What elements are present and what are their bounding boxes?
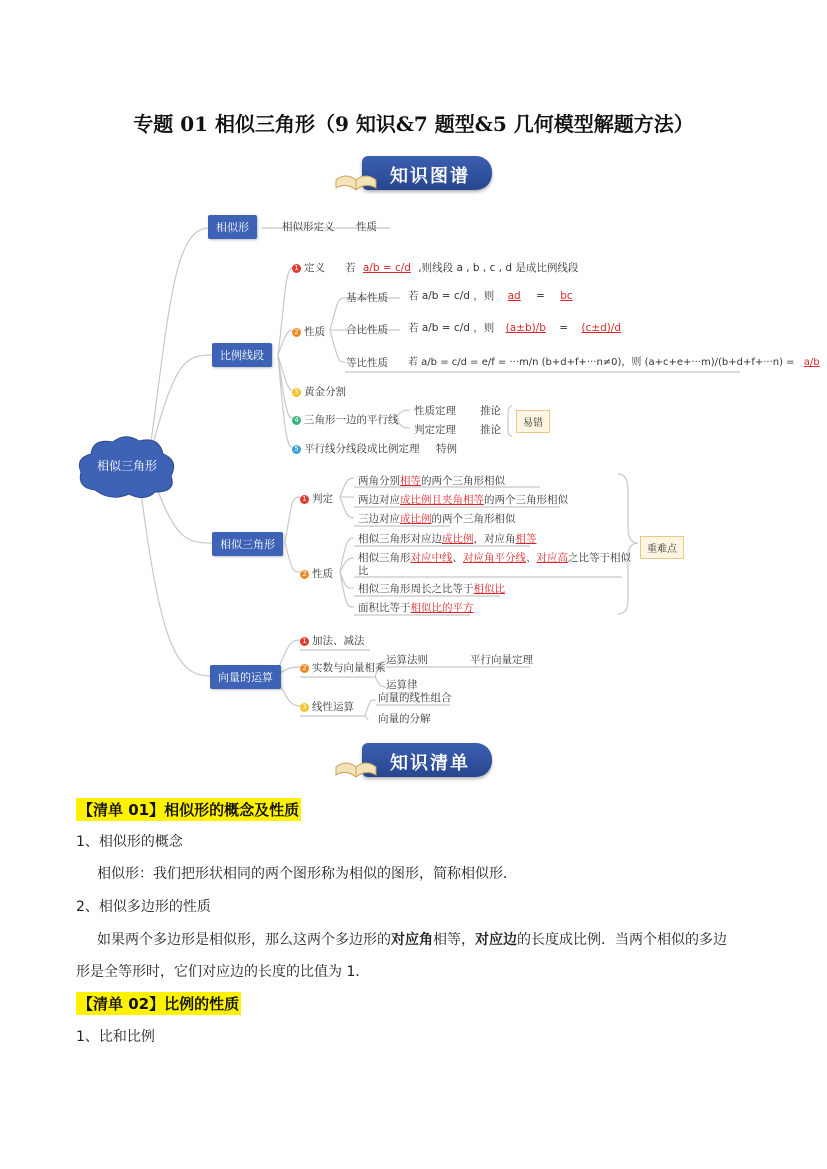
leaf-equal-ratio-prop: 等比性质: [346, 357, 388, 369]
leaf-parallel-division: 5 平行线分线段成比例定理: [292, 441, 420, 456]
root-label: 相似三角形: [96, 459, 157, 473]
book-icon: [334, 753, 378, 779]
node-similar-shape: 相似形: [208, 215, 257, 239]
equal-ratio-formula: 若 a/b = c/d = e/f = ···m/n (b+d+f+···n≠0)，则 (a+c+e+···m)/(b+d+f+···n) = a/b: [408, 357, 820, 368]
definition-formula: 若 a/b = c/d ,则线段 a , b , c , d 是成比例线段: [345, 262, 579, 274]
leaf-linear-operation: 3 线性运算: [300, 699, 354, 714]
node-proportional-segments: 比例线段: [212, 343, 272, 367]
leaf-similar-def: 相似形定义: [282, 221, 335, 233]
tri-prop-4: 面积比等于相似比的平方: [358, 602, 474, 614]
node-similar-triangles: 相似三角形: [212, 532, 283, 556]
leaf-definition: 1 定义: [292, 260, 325, 275]
leaf-similar-prop: 性质: [356, 221, 377, 233]
list-01-para-1: 相似形：我们把形状相同的两个图形称为相似的图形，简称相似形．: [97, 866, 517, 882]
leaf-tri-properties: 2 性质: [300, 566, 333, 581]
banner-list-title: 知识清单: [390, 753, 470, 774]
mindmap-root: [75, 432, 179, 500]
leaf-triangle-parallel: 4 三角形一边的平行线: [292, 412, 399, 427]
tag-key-difficult: 重难点: [640, 536, 684, 559]
leaf-properties: 2 性质: [292, 324, 325, 339]
list-01-para-2-cont: 形是全等形时，它们对应边的长度的比值为 1．: [76, 964, 370, 980]
tri-prop-3: 相似三角形周长之比等于相似比: [358, 583, 505, 595]
leaf-vector-decomposition: 向量的分解: [378, 713, 431, 725]
list-01-section-1: 1、相似形的概念: [76, 834, 183, 850]
sum-prop-formula: 若 a/b = c/d ，则 (a±b)/b = (c±d)/d: [408, 322, 622, 334]
leaf-special-case: 特例: [436, 443, 457, 455]
leaf-prop-theorem: 性质定理: [414, 405, 456, 417]
page-title: 专题 01 相似三角形（9 知识&7 题型&5 几何模型解题方法）: [133, 112, 694, 136]
node-vector-operations: 向量的运算: [210, 665, 281, 689]
tri-prop-2: 相似三角形对应中线、对应角平分线、对应高之比等于相似: [358, 552, 631, 564]
leaf-parallel-vector-theorem: 平行向量定理: [470, 654, 533, 666]
list-02-heading: 【清单 02】比例的性质: [76, 992, 241, 1015]
list-01-heading: 【清单 01】相似形的概念及性质: [76, 798, 301, 821]
leaf-operation-rule: 运算法则: [386, 654, 428, 666]
leaf-scalar-multiply: 2 实数与向量相乘: [300, 660, 386, 675]
leaf-golden-section: 3 黄金分割: [292, 384, 346, 399]
list-01-para-2: 如果两个多边形是相似形，那么这两个多边形的对应角相等，对应边的长度成比例．当两个相似的多边: [97, 932, 727, 948]
leaf-linear-combination: 向量的线性组合: [378, 692, 452, 704]
judge-item-2: 两边对应成比例且夹角相等的两个三角形相似: [358, 494, 568, 506]
list-02-section-1: 1、比和比例: [76, 1029, 155, 1045]
basic-prop-formula: 若 a/b = c/d ，则 ad = bc: [408, 290, 573, 302]
tag-error-prone: 易错: [516, 410, 550, 433]
leaf-judgement: 1 判定: [300, 491, 333, 506]
leaf-corollary-1: 推论: [480, 405, 501, 417]
judge-item-1: 两角分别相等的两个三角形相似: [358, 475, 505, 487]
leaf-sum-prop: 合比性质: [346, 324, 388, 336]
tri-prop-2-cont: 比: [358, 565, 369, 577]
tri-prop-1: 相似三角形对应边成比例，对应角相等: [358, 533, 537, 545]
leaf-operation-law: 运算律: [386, 679, 418, 691]
leaf-corollary-2: 推论: [480, 424, 501, 436]
list-01-section-2: 2、相似多边形的性质: [76, 899, 211, 915]
leaf-basic-prop: 基本性质: [346, 292, 388, 304]
banner-title: 知识图谱: [390, 166, 470, 187]
judge-item-3: 三边对应成比例的两个三角形相似: [358, 513, 516, 525]
knowledge-list-banner: [334, 741, 494, 781]
leaf-add-subtract: 1 加法、减法: [300, 633, 365, 648]
leaf-judge-theorem: 判定定理: [414, 424, 456, 436]
